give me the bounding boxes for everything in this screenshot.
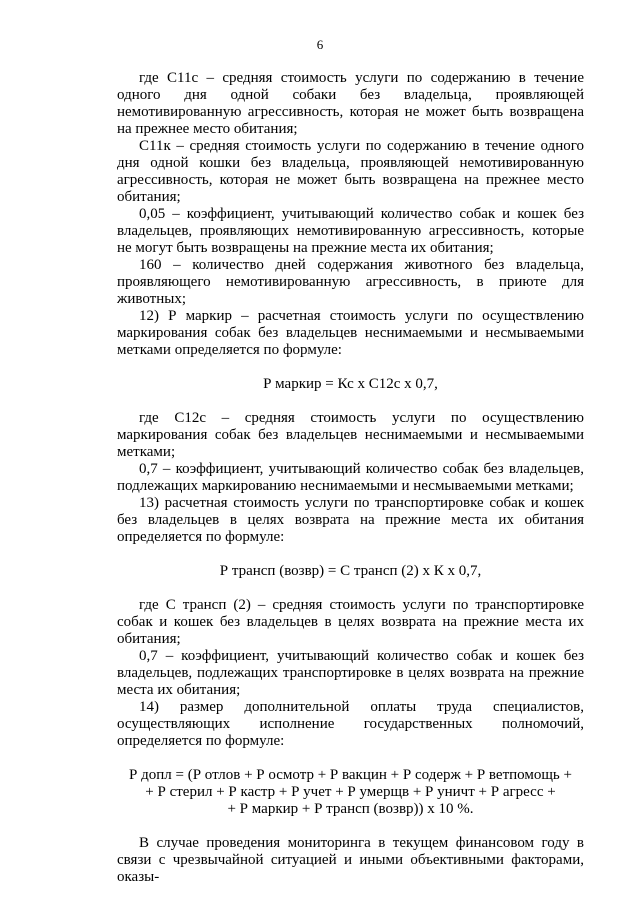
formula-additional-pay-line-2: + Р стерил + Р кастр + Р учет + Р умерщв + Р уничт + Р агресс +: [145, 784, 556, 800]
paragraph-monitoring-case: В случае проведения мониторинга в текущем финансовом году в связи с чрезвычайной ситуацией и иными объективными факторами, оказы-: [117, 835, 584, 885]
formula-additional-pay-line-3: + Р маркир + Р трансп (возвр)) х 10 %.: [227, 801, 474, 817]
page-number: 6: [316, 37, 324, 52]
document-body: [117, 70, 584, 886]
paragraph-item-12-marking: 12) Р маркир – расчетная стоимость услуги по осуществлению маркирования собак без владельцев неснимаемыми и несмываемыми метками определяется по формуле:: [117, 308, 584, 358]
paragraph-c11k-definition: С11к – средняя стоимость услуги по содержанию в течение одного дня одной кошки без владельца, проявляющей немотивированную агрессивность, которая не может быть возвращена на прежнее место обитания;: [117, 138, 584, 205]
paragraph-item-13-transport: 13) расчетная стоимость услуги по транспортировке собак и кошек без владельцев в целях возврата на прежние места их обитания определяется по формуле:: [117, 495, 584, 545]
paragraph-item-14-additional-pay: 14) размер дополнительной оплаты труда специалистов, осуществляющих исполнение государственных полномочий, определяется по формуле:: [117, 699, 584, 749]
paragraph-coefficient-07-marking: 0,7 – коэффициент, учитывающий количество собак без владельцев, подлежащих маркированию неснимаемыми и несмываемыми метками;: [117, 461, 584, 494]
paragraph-c-transp-definition: где С трансп (2) – средняя стоимость услуги по транспортировке собак и кошек без владельцев в целях возврата на прежние места их обитания;: [117, 597, 584, 647]
formula-marking: Р маркир = Кс х С12с х 0,7,: [263, 376, 438, 392]
formula-additional-pay-line-1: Р допл = (Р отлов + Р осмотр + Р вакцин + Р содерж + Р ветпомощь +: [129, 767, 572, 783]
paragraph-c11c-definition: где С11с – средняя стоимость услуги по содержанию в течение одного дня одной собаки без владельца, проявляющей немотивированную агрессивность, которая не может быть возвращена на прежнее место обитания;: [117, 70, 584, 137]
paragraph-c12c-definition: где С12с – средняя стоимость услуги по осуществлению маркирования собак без владельцев неснимаемыми и несмываемыми метками;: [117, 410, 584, 460]
formula-transport: Р трансп (возвр) = С трансп (2) х К х 0,7,: [219, 563, 482, 579]
paragraph-coefficient-07-transport: 0,7 – коэффициент, учитывающий количество собак и кошек без владельцев, подлежащих транспортировке в целях возврата на прежние места их обитания;: [117, 648, 584, 698]
paragraph-160-days: 160 – количество дней содержания животного без владельца, проявляющего немотивированную агрессивность, в приюте для животных;: [117, 257, 584, 307]
paragraph-coefficient-005: 0,05 – коэффициент, учитывающий количество собак и кошек без владельцев, проявляющих немотивированную агрессивность, которые не могут быть возвращены на прежние места их обитания;: [117, 206, 584, 256]
